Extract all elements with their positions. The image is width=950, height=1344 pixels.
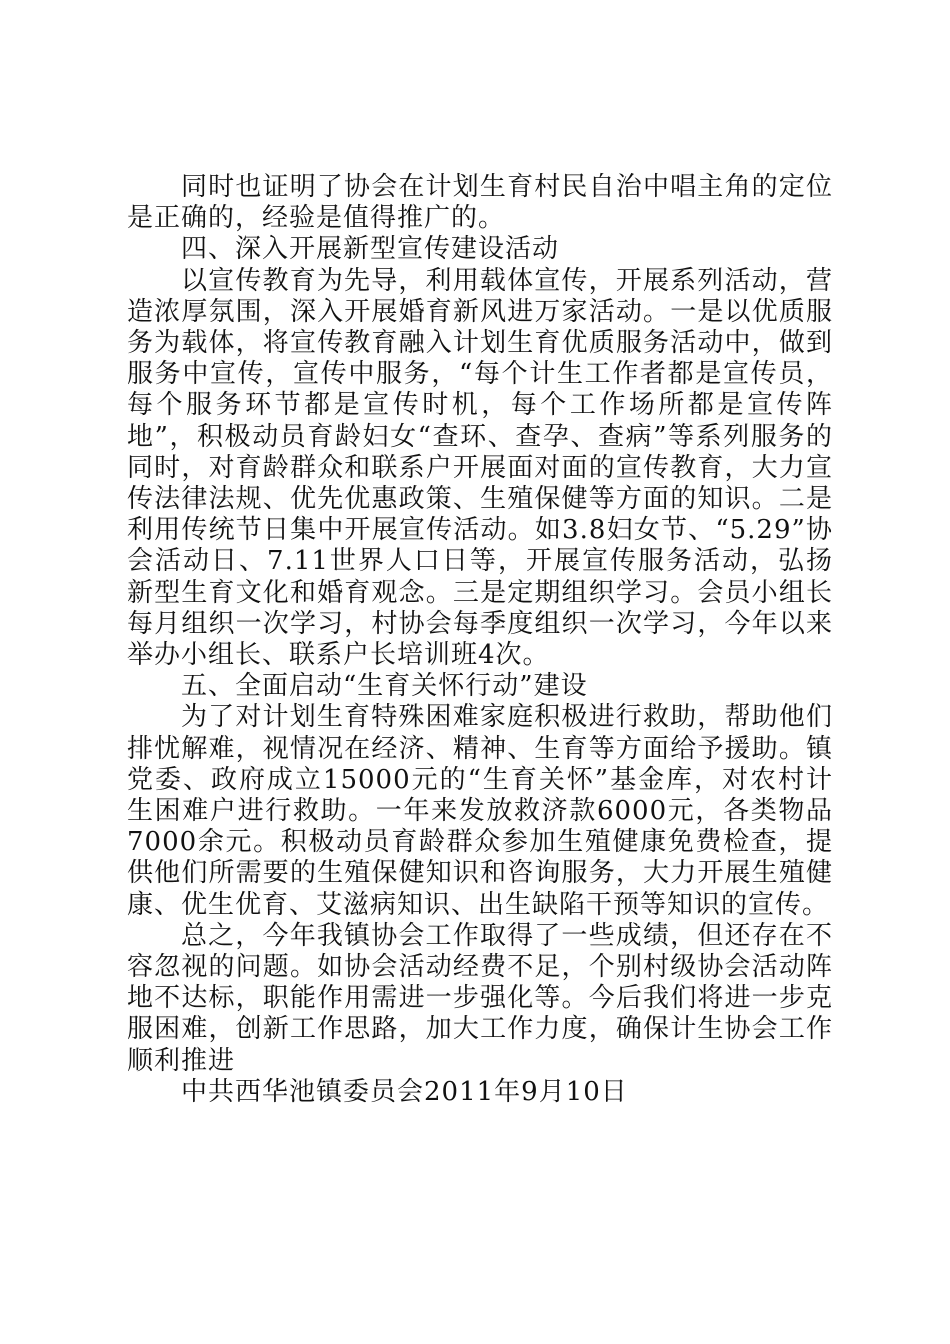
paragraph-summary: 总之，今年我镇协会工作取得了一些成绩，但还存在不容忽视的问题。如协会活动经费不足，个别村级协会活动阵地不达标，职能作用需进一步强化等。今后我们将进一步克服困难，创新工作思路，加大工作力度，确保计生协会工作顺利推进 xyxy=(127,920,833,1076)
paragraph-continuation: 同时也证明了协会在计划生育村民自治中唱主角的定位是正确的，经验是值得推广的。 xyxy=(127,172,833,234)
paragraph-publicity: 以宣传教育为先导，利用载体宣传，开展系列活动，营造浓厚氛围，深入开展婚育新风进万家活动。一是以优质服务为载体，将宣传教育融入计划生育优质服务活动中，做到服务中宣传，宣传中服务，“每个计生工作者都是宣传员，每个服务环节都是宣传时机，每个工作场所都是宣传阵地”，积极动员育龄妇女“查环、查孕、查病”等系列服务的同时，对育龄群众和联系户开展面对面的宣传教育，大力宣传法律法规、优先优惠政策、生殖保健等方面的知识。二是利用传统节日集中开展宣传活动。如3.8妇女节、“5.29”协会活动日、7.11世界人口日等，开展宣传服务活动，弘扬新型生育文化和婚育观念。三是定期组织学习。会员小组长每月组织一次学习，村协会每季度组织一次学习，今年以来举办小组长、联系户长培训班4次。 xyxy=(127,265,833,671)
document-body xyxy=(127,172,833,1108)
signature-line: 中共西华池镇委员会2011年9月10日 xyxy=(181,1076,628,1107)
paragraph-care-action: 为了对计划生育特殊困难家庭积极进行救助，帮助他们排忧解难，视情况在经济、精神、生育等方面给予援助。镇党委、政府成立15000元的“生育关怀”基金库，对农村计生困难户进行救助。一年来发放救济款6000元，各类物品7000余元。积极动员育龄群众参加生殖健康免费检查，提供他们所需要的生殖保健知识和咨询服务，大力开展生殖健康、优生优育、艾滋病知识、出生缺陷干预等知识的宣传。 xyxy=(127,702,833,920)
section-heading-five: 五、全面启动“生育关怀行动”建设 xyxy=(181,671,588,702)
section-heading-four: 四、深入开展新型宣传建设活动 xyxy=(181,234,560,265)
